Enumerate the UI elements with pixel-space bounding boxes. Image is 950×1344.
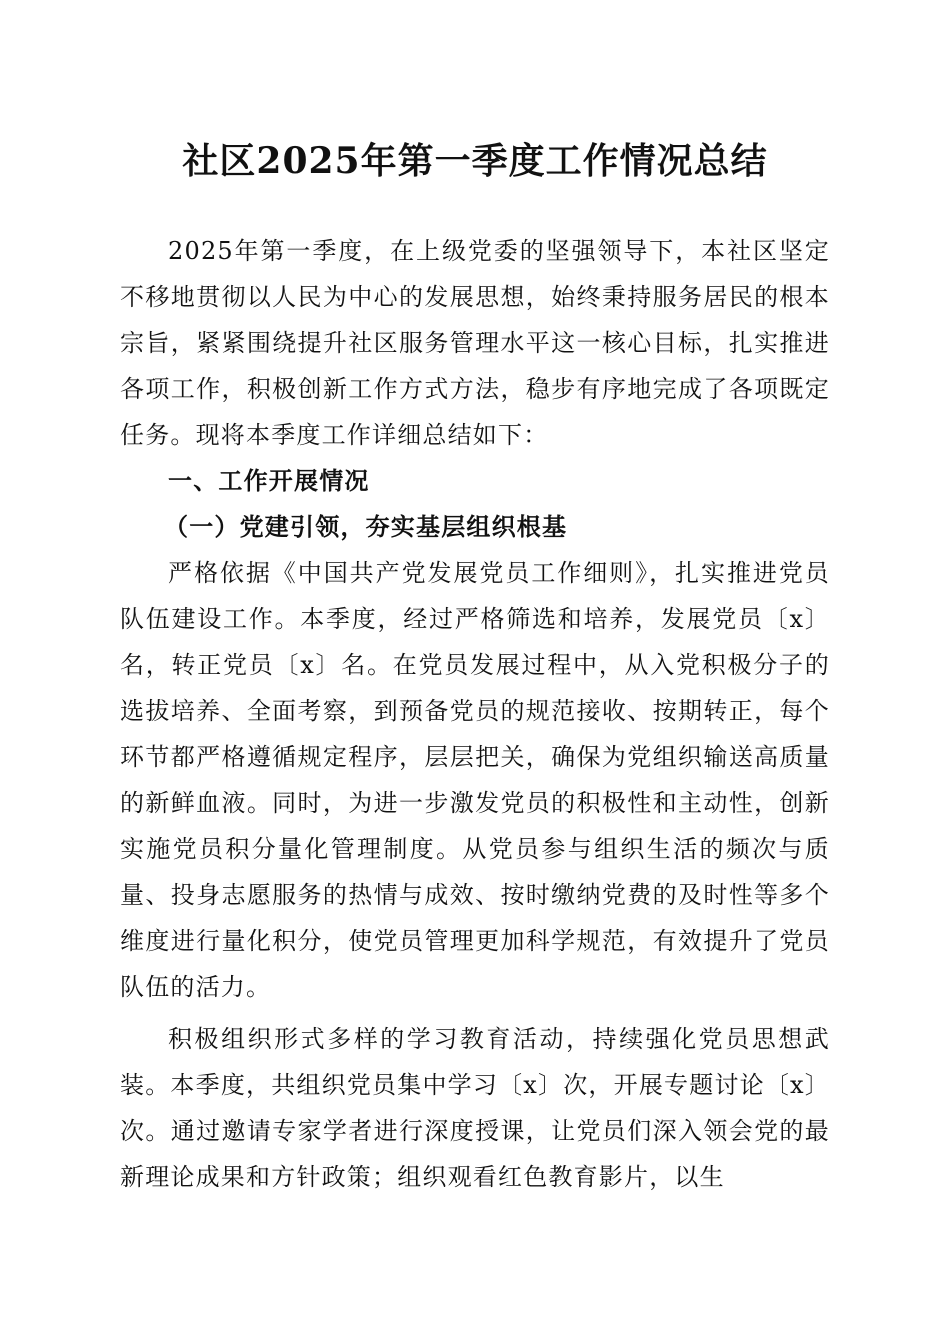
body-paragraph: 积极组织形式多样的学习教育活动，持续强化党员思想武装。本季度，共组织党员集中学习〔x〕次，开展专题讨论〔x〕次。通过邀请专家学者进行深度授课，让党员们深入领会党的最新理论成果和方针政策；组织观看红色教育影片，以生 bbox=[120, 1025, 830, 1191]
section-heading: 一、工作开展情况 bbox=[168, 467, 370, 495]
document-body bbox=[120, 228, 830, 1200]
intro-paragraph: 2025年第一季度，在上级党委的坚强领导下，本社区坚定不移地贯彻以人民为中心的发展思想，始终秉持服务居民的根本宗旨，紧紧围绕提升社区服务管理水平这一核心目标，扎实推进各项工作，积极创新工作方式方法，稳步有序地完成了各项既定任务。现将本季度工作详细总结如下： bbox=[120, 237, 830, 449]
body-paragraph: 严格依据《中国共产党发展党员工作细则》，扎实推进党员队伍建设工作。本季度，经过严格筛选和培养，发展党员〔x〕名，转正党员〔x〕名。在党员发展过程中，从入党积极分子的选拔培养、全面考察，到预备党员的规范接收、按期转正，每个环节都严格遵循规定程序，层层把关，确保为党组织输送高质量的新鲜血液。同时，为进一步激发党员的积极性和主动性，创新实施党员积分量化管理制度。从党员参与组织生活的频次与质量、投身志愿服务的热情与成效、按时缴纳党费的及时性等多个维度进行量化积分，使党员管理更加科学规范，有效提升了党员队伍的活力。 bbox=[120, 559, 830, 1001]
document-title: 社区2025年第一季度工作情况总结 bbox=[182, 140, 768, 182]
subsection-heading: （一）党建引领，夯实基层组织根基 bbox=[164, 512, 568, 541]
